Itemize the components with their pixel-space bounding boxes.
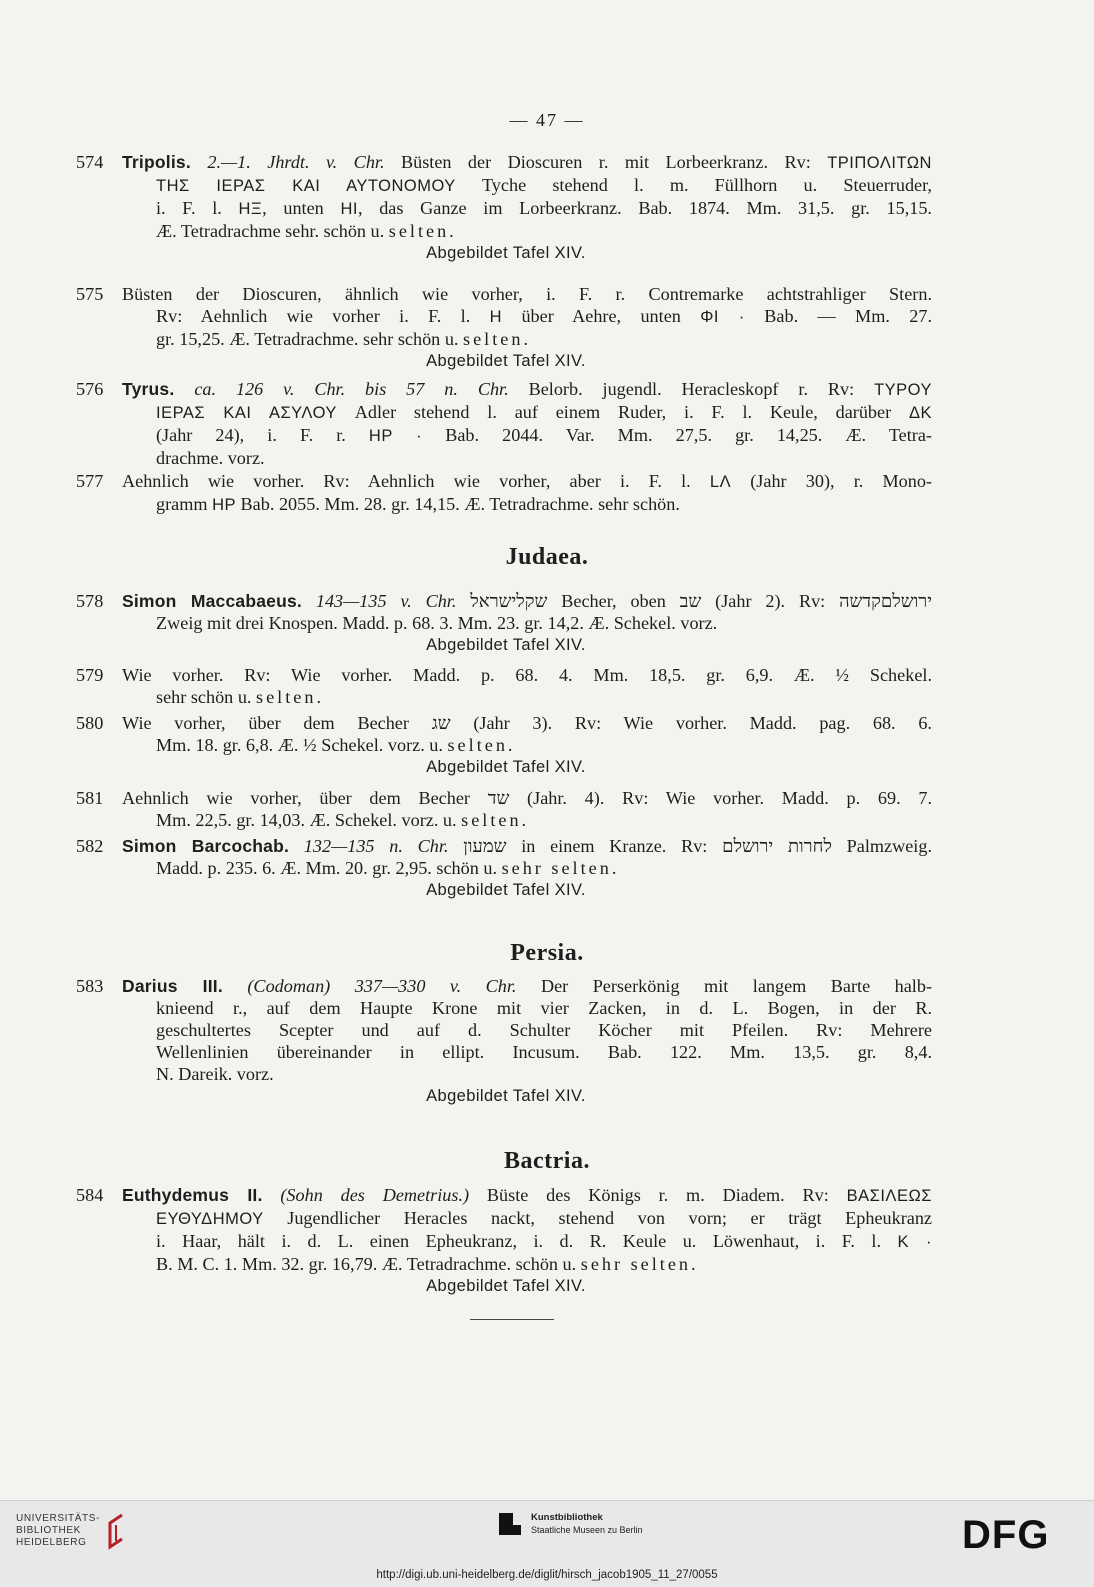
- entry-line: [122, 835, 932, 857]
- plate-reference: Abgebildet Tafel XIV.: [426, 636, 586, 654]
- entry-text: Zweig mit drei Knospen. Madd. p. 68. 3. Mm. 23. gr. 14,2. Æ. Schekel. vorz.: [156, 613, 718, 633]
- entry-text: Bab. 2044. Var. Mm. 27,5. gr. 14,25. Æ. Tetra-: [422, 425, 932, 445]
- greek-legend: ΔΚ: [908, 404, 932, 422]
- entry-line: [122, 712, 932, 734]
- entry-line: [118, 493, 932, 516]
- entry-line: [118, 424, 932, 447]
- plate-reference: Abgebildet Tafel XIV.: [426, 758, 586, 776]
- greek-legend: Κ ·: [897, 1233, 932, 1251]
- entry-text: i. F. l.: [156, 198, 239, 218]
- entry-line: [118, 1019, 932, 1041]
- date-range: (Sohn des Demetrius.): [262, 1185, 470, 1205]
- entry-body: [122, 378, 932, 469]
- date-range: 143—135 v. Chr.: [302, 591, 457, 611]
- footer-bar: [0, 1500, 1094, 1587]
- plate-reference: Abgebildet Tafel XIV.: [426, 244, 586, 262]
- entry-line: [122, 590, 932, 612]
- entry-text: i. Haar, hält i. d. L. einen Epheukranz, i. d. R. Keule u. Löwenhaut, i. F. l.: [156, 1231, 898, 1251]
- greek-legend: ΗΡ ·: [368, 427, 423, 445]
- plate-reference: Abgebildet Tafel XIV.: [426, 352, 586, 370]
- entry-text: Bab. 2055. Mm. 28. gr. 14,15. Æ. Tetradrachme. sehr schön.: [236, 494, 680, 514]
- entry-text: Büste des Königs r. m. Diadem. Rv:: [469, 1185, 847, 1205]
- entry-line: [118, 305, 932, 328]
- entry-line: [118, 1230, 932, 1253]
- catalog-entry: [76, 664, 932, 708]
- greek-legend: ΗΞ: [238, 200, 263, 218]
- entry-text: Jugendlicher Heracles nackt, stehend von vorn; er trägt Epheukranz: [263, 1208, 932, 1228]
- date-range: 132—135 n. Chr.: [289, 836, 449, 856]
- entry-text: , unten: [262, 198, 341, 218]
- entry-text: , das Ganze im Lorbeerkranz. Bab. 1874. Mm. 31,5. gr. 15,15.: [357, 198, 932, 218]
- entry-line: [118, 1063, 932, 1085]
- entry-text: B. M. C. 1. Mm. 32. gr. 16,79. Æ. Tetradrachme. schön u.: [156, 1254, 581, 1274]
- entry-line: [122, 378, 932, 401]
- entry-line: [118, 857, 932, 879]
- entry-text: N. Dareik. vorz.: [156, 1064, 274, 1084]
- entry-line: [118, 447, 932, 469]
- entry-text: Bab. — Mm. 27.: [744, 306, 933, 326]
- date-range: ca. 126 v. Chr. bis 57 n. Chr.: [174, 379, 509, 399]
- ruler-name: Simon Maccabaeus.: [122, 591, 302, 611]
- entry-body: [122, 470, 932, 516]
- entry-number: 579: [76, 665, 104, 685]
- entry-text: Rv: Aehnlich wie vorher i. F. l.: [156, 306, 490, 326]
- greek-legend: LΛ: [709, 473, 732, 491]
- catalog-entry: [76, 1184, 932, 1297]
- entry-text: Büsten der Dioscuren r. mit Lorbeerkranz. Rv:: [384, 152, 828, 172]
- entry-body: [122, 975, 932, 1107]
- catalog-entry: [76, 712, 932, 778]
- greek-legend: ΤΥΡΟΥ: [874, 381, 932, 399]
- plate-reference: Abgebildet Tafel XIV.: [426, 881, 586, 899]
- kunstbibliothek-label[interactable]: [531, 1511, 643, 1536]
- entry-text: selten.: [461, 810, 530, 830]
- plate-reference: Abgebildet Tafel XIV.: [426, 1277, 586, 1295]
- entry-text: Mm. 18. gr. 6,8. Æ. ½ Schekel. vorz. u.: [156, 735, 448, 755]
- date-range: (Codoman) 337—330 v. Chr.: [222, 976, 517, 996]
- entry-line: [122, 975, 932, 997]
- entry-line: [118, 1207, 932, 1230]
- entry-text: sehr schön u.: [156, 687, 257, 707]
- entry-text: drachme. vorz.: [156, 448, 265, 468]
- ruler-name: Tyrus.: [122, 379, 175, 399]
- greek-legend: Η: [489, 308, 503, 326]
- greek-legend: ΕΥΘΥΔΗΜΟΥ: [156, 1210, 264, 1228]
- entry-line: [118, 328, 932, 350]
- entry-text: über Aehre, unten: [502, 306, 701, 326]
- uni-line-2: BIBLIOTHEK: [16, 1525, 81, 1536]
- entry-body: [122, 1184, 932, 1297]
- greek-legend: ΗΡ: [212, 496, 236, 514]
- catalog-entry: [76, 283, 933, 372]
- entry-text: Wellenlinien übereinander in ellipt. Incusum. Bab. 122. Mm. 13,5. gr. 8,4.: [156, 1042, 932, 1062]
- kb-subtitle: Staatliche Museen zu Berlin: [531, 1525, 643, 1535]
- entry-line: [118, 997, 932, 1019]
- entry-text: geschultertes Scepter und auf d. Schulter Köcher mit Pfeilen. Rv: Mehrere: [156, 1020, 932, 1040]
- entry-number: 584: [76, 1185, 104, 1205]
- entry-number: 574: [76, 152, 104, 172]
- entry-body: [122, 590, 932, 656]
- entry-text: Belorb. jugendl. Heracleskopf r. Rv:: [508, 379, 875, 399]
- entry-text: selten.: [447, 735, 516, 755]
- entry-line: [122, 787, 932, 809]
- entry-text: שקלישראל Becher, oben שב (Jahr 2). Rv: ירושלםקדשה: [456, 591, 932, 611]
- ruler-name: Euthydemus II.: [122, 1185, 263, 1205]
- entry-text: knieend r., auf dem Haupte Krone mit vier Zacken, in d. L. Bogen, in der R.: [156, 998, 932, 1018]
- entry-line: [122, 664, 932, 686]
- entry-number: 582: [76, 836, 104, 856]
- entry-text: Mm. 22,5. gr. 14,03. Æ. Schekel. vorz. u.: [156, 810, 462, 830]
- entry-text: gramm: [156, 494, 213, 514]
- date-range: 2.—1. Jhrdt. v. Chr.: [190, 152, 385, 172]
- kb-title: Kunstbibliothek: [531, 1512, 603, 1523]
- entry-line: [118, 809, 932, 831]
- ruler-name: Simon Barcochab.: [122, 836, 290, 856]
- entry-text: Madd. p. 235. 6. Æ. Mm. 20. gr. 2,95. schön u.: [156, 858, 502, 878]
- entry-number: 580: [76, 713, 104, 733]
- entry-line: [118, 220, 932, 242]
- entry-body: [122, 835, 932, 901]
- entry-line: [118, 612, 932, 634]
- entry-text: Wie vorher. Rv: Wie vorher. Madd. p. 68. 4. Mm. 18,5. gr. 6,9. Æ. ½ Schekel.: [122, 665, 932, 685]
- entry-line: [118, 734, 932, 756]
- catalog-entry: [76, 787, 932, 831]
- section-heading-judaea: Judaea.: [505, 544, 589, 570]
- university-logo-icon[interactable]: [100, 1511, 132, 1551]
- plate-reference: Abgebildet Tafel XIV.: [426, 1087, 586, 1105]
- entry-number: 583: [76, 976, 104, 996]
- end-rule: [470, 1319, 554, 1320]
- entry-text: Æ. Tetradrachme sehr. schön u.: [156, 221, 389, 241]
- entry-body: [122, 151, 932, 264]
- greek-legend: ΗΙ: [340, 200, 358, 218]
- section-heading-bactria: Bactria.: [504, 1148, 590, 1174]
- entry-text: Wie vorher, über dem Becher שג (Jahr 3). Rv: Wie vorher. Madd. pag. 68. 6.: [122, 713, 932, 733]
- entry-body: [122, 664, 932, 708]
- entry-text: (Jahr 30), r. Mono-: [731, 471, 932, 491]
- ruler-name: Darius III.: [122, 976, 223, 996]
- page-number: — 47 —: [509, 110, 585, 130]
- entry-text: sehr selten.: [580, 1254, 699, 1274]
- entry-line: [118, 686, 932, 708]
- entry-line: [118, 401, 932, 424]
- entry-text: Aehnlich wie vorher, über dem Becher שד (Jahr. 4). Rv: Wie vorher. Madd. p. 69. 7.: [122, 788, 932, 808]
- permalink-url[interactable]: http://digi.ub.uni-heidelberg.de/diglit/hirsch_jacob1905_11_27/0055: [376, 1569, 718, 1581]
- entry-text: (Jahr 24), i. F. r.: [156, 425, 369, 445]
- entry-line: [122, 151, 932, 174]
- entry-text: sehr selten.: [501, 858, 620, 878]
- catalog-entry: [76, 835, 932, 901]
- greek-legend: ΤΗΣ ΙΕΡΑΣ ΚΑΙ ΑΥΤΟΝΟΜΟΥ: [156, 177, 456, 195]
- entry-number: 577: [76, 471, 104, 491]
- uni-line-1: UNIVERSITÄTS-: [16, 1513, 100, 1524]
- entry-number: 575: [76, 284, 104, 304]
- entry-number: 581: [76, 788, 104, 808]
- entry-number: 576: [76, 379, 104, 399]
- entry-text: selten.: [256, 687, 324, 707]
- entry-line: [122, 283, 932, 305]
- greek-legend: ΙΕΡΑΣ ΚΑΙ ΑΣΥΛΟΥ: [156, 404, 337, 422]
- entry-text: Tyche stehend l. m. Füllhorn u. Steuerruder,: [455, 175, 932, 195]
- entry-text: שמעון in einem Kranze. Rv: לחרות ירושלם Palmzweig.: [448, 836, 932, 856]
- entry-line: [118, 197, 932, 220]
- kunstbibliothek-logo-icon[interactable]: [497, 1511, 523, 1537]
- ruler-name: Tripolis.: [122, 152, 191, 172]
- greek-legend: ΤΡΙΠΟΛΙΤΩΝ: [827, 154, 932, 172]
- section-heading-persia: Persia.: [510, 940, 584, 966]
- entry-line: [122, 470, 932, 493]
- entry-text: selten.: [463, 329, 531, 349]
- university-library-label[interactable]: [16, 1513, 100, 1549]
- catalog-entry: [76, 975, 932, 1107]
- catalog-entry: [76, 470, 932, 516]
- catalog-entry: [76, 590, 932, 656]
- greek-legend: ΒΑΣΙΛΕΩΣ: [846, 1187, 932, 1205]
- uni-line-3: HEIDELBERG: [16, 1537, 87, 1548]
- entry-body: [122, 787, 932, 831]
- greek-legend: ΦΙ ·: [700, 308, 745, 326]
- entry-line: [118, 174, 932, 197]
- catalog-entry: [76, 378, 932, 469]
- entry-line: [122, 1184, 932, 1207]
- entry-text: Aehnlich wie vorher. Rv: Aehnlich wie vorher, aber i. F. l.: [122, 471, 710, 491]
- entry-line: [118, 1041, 932, 1063]
- entry-body: [122, 283, 932, 372]
- entry-line: [118, 1253, 932, 1275]
- dfg-logo[interactable]: DFG: [962, 1513, 1050, 1557]
- entry-text: Büsten der Dioscuren, ähnlich wie vorher, i. F. r. Contremarke achtstrahliger Stern.: [122, 284, 932, 304]
- entry-text: selten.: [388, 221, 457, 241]
- entry-text: gr. 15,25. Æ. Tetradrachme. sehr schön u.: [156, 329, 464, 349]
- catalog-entry: [76, 151, 932, 264]
- entry-number: 578: [76, 591, 104, 611]
- entry-text: Adler stehend l. auf einem Ruder, i. F. l. Keule, darüber: [336, 402, 909, 422]
- entry-text: Der Perserkönig mit langem Barte halb-: [516, 976, 932, 996]
- entry-body: [122, 712, 932, 778]
